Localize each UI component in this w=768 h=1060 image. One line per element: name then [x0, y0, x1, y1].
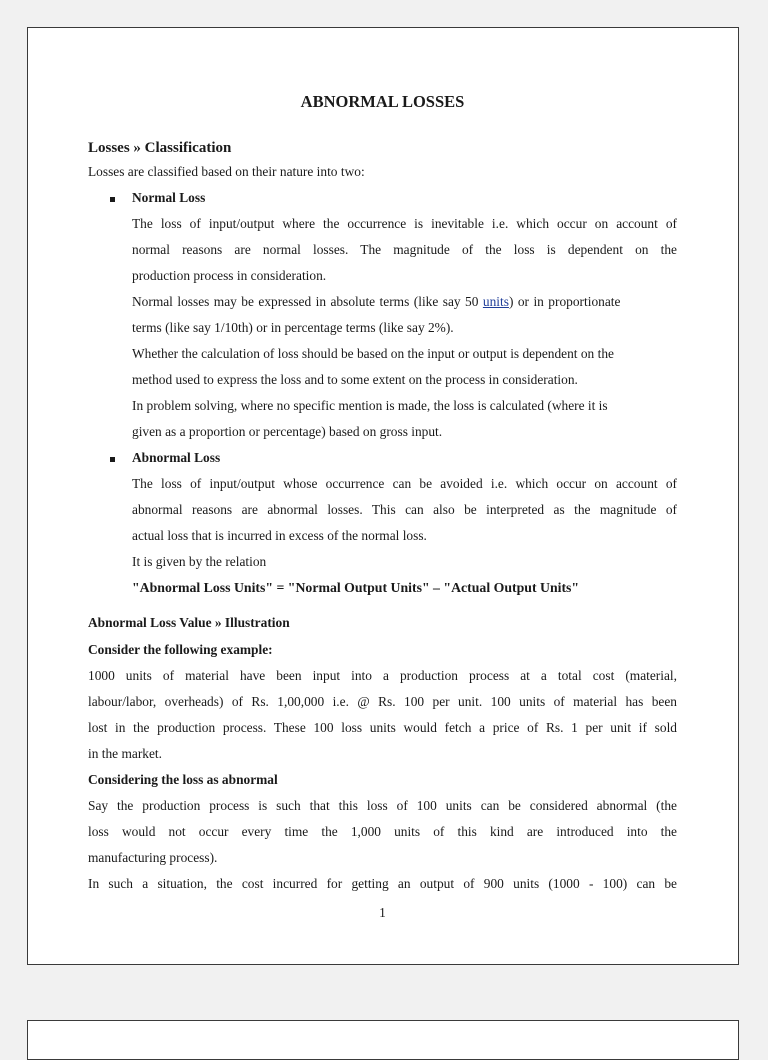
- consider-heading: Consider the following example:: [88, 642, 273, 657]
- document-page: [27, 27, 739, 965]
- bullet-icon: [110, 457, 115, 462]
- illustration-line: Say the production process is such that this loss of 100 units can be considered abnormal (the: [88, 798, 677, 813]
- bullet-icon: [110, 197, 115, 202]
- illustration-line: in the market.: [88, 746, 162, 761]
- page-title: ABNORMAL LOSSES: [300, 92, 465, 111]
- normal-loss-heading: Normal Loss: [132, 190, 206, 205]
- normal-loss-line: production process in consideration.: [132, 268, 327, 283]
- normal-loss-text: ) or in proportionate: [508, 294, 621, 309]
- next-page-edge: [27, 1020, 739, 1060]
- abnormal-loss-heading: Abnormal Loss: [132, 450, 221, 465]
- page-number: 1: [379, 905, 386, 920]
- normal-loss-line: terms (like say 1/10th) or in percentage terms (like say 2%).: [132, 320, 454, 335]
- normal-loss-line: given as a proportion or percentage) based on gross input.: [132, 424, 443, 439]
- abnormal-loss-line: It is given by the relation: [132, 554, 267, 569]
- illustration-line: manufacturing process).: [88, 850, 218, 865]
- units-link[interactable]: units: [482, 294, 509, 309]
- normal-loss-line: Whether the calculation of loss should be based on the input or output is dependent on the: [132, 346, 614, 361]
- illustration-line: 1000 units of material have been input into a production process at a total cost (material,: [88, 668, 677, 683]
- abnormal-loss-line: abnormal reasons are abnormal losses. This can also be interpreted as the magnitude of: [132, 502, 677, 517]
- normal-loss-line: In problem solving, where no specific mention is made, the loss is calculated (where it is: [132, 398, 608, 413]
- illustration-line: In such a situation, the cost incurred for getting an output of 900 units (1000 - 100) can be: [88, 876, 677, 891]
- normal-loss-line: method used to express the loss and to some extent on the process in consideration.: [132, 372, 578, 387]
- normal-loss-line: [132, 289, 620, 315]
- abnormal-loss-formula: "Abnormal Loss Units" = "Normal Output Units" – "Actual Output Units": [132, 580, 580, 595]
- illustration-heading: Abnormal Loss Value » Illustration: [88, 615, 290, 630]
- intro-text: Losses are classified based on their nature into two:: [88, 164, 365, 179]
- abnormal-loss-line: actual loss that is incurred in excess of the normal loss.: [132, 528, 427, 543]
- abnormal-case-heading: Considering the loss as abnormal: [88, 772, 278, 787]
- section-heading: Losses » Classification: [88, 140, 232, 156]
- illustration-line: lost in the production process. These 100 loss units would fetch a price of Rs. 1 per unit if sold: [88, 720, 677, 735]
- abnormal-loss-line: The loss of input/output whose occurrence can be avoided i.e. which occur on account of: [132, 476, 677, 491]
- illustration-line: labour/labor, overheads) of Rs. 1,00,000 i.e. @ Rs. 100 per unit. 100 units of material has been: [88, 694, 677, 709]
- illustration-line: loss would not occur every time the 1,000 units of this kind are introduced into the: [88, 824, 677, 839]
- normal-loss-line: The loss of input/output where the occurrence is inevitable i.e. which occur on account of: [132, 216, 677, 231]
- normal-loss-text: Normal losses may be expressed in absolute terms (like say 50: [132, 294, 483, 309]
- normal-loss-line: normal reasons are normal losses. The magnitude of the loss is dependent on the: [132, 242, 677, 257]
